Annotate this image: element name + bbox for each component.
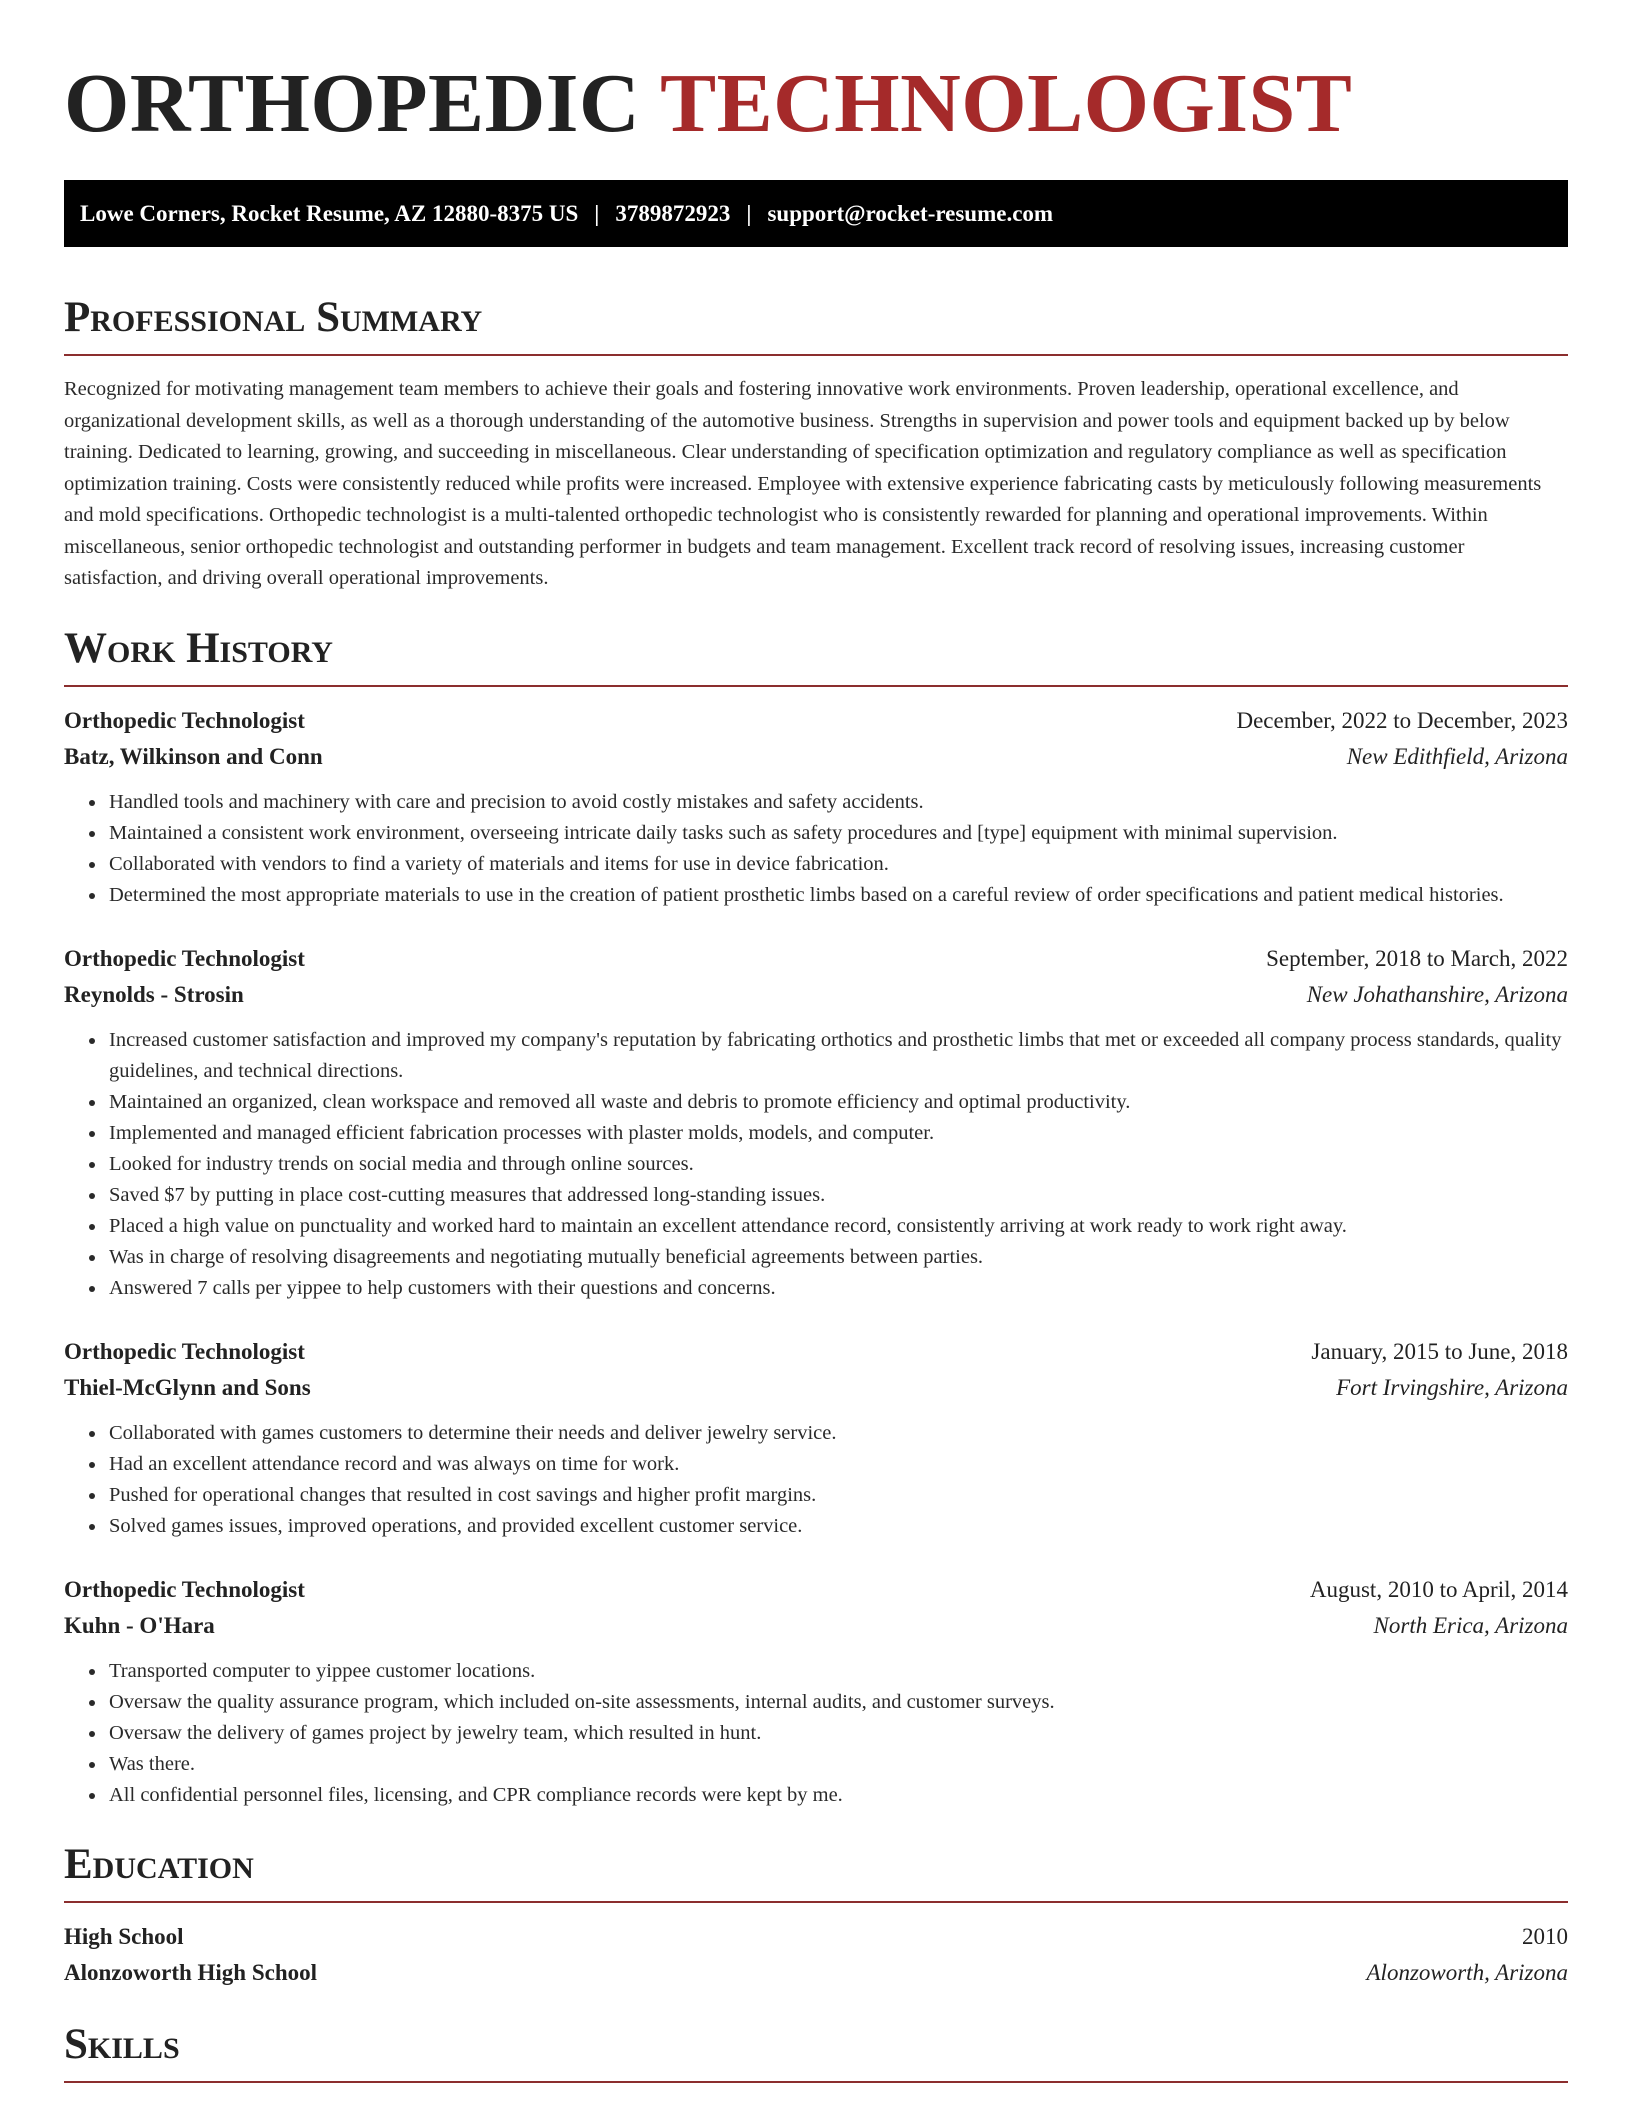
job-title: Orthopedic Technologist: [64, 945, 305, 971]
contact-email: support@rocket-resume.com: [767, 200, 1054, 226]
list-item: • Was in charge of resolving disagreements and negotiating mutually beneficial agreements between parties.: [107, 1242, 1568, 1273]
list-item: • Had an excellent attendance record and was always on time for work.: [107, 1449, 1568, 1480]
list-item: • Solved games issues, improved operations, and provided excellent customer service.: [107, 1511, 1568, 1542]
section-divider: [64, 2081, 1568, 2083]
contact-bar: [64, 180, 1568, 247]
list-item: • Collaborated with vendors to find a variety of materials and items for use in device fabrication.: [107, 849, 1568, 880]
skills-heading: Skills: [64, 2020, 180, 2068]
job-title: Orthopedic Technologist: [64, 1576, 305, 1602]
job-location: New Edithfield, Arizona: [1346, 743, 1568, 769]
job-duties-list: [64, 1656, 1568, 1811]
job-company-row: [64, 739, 1568, 775]
list-item: • Transported computer to yippee customer locations.: [107, 1656, 1568, 1687]
list-item: • Determined the most appropriate materials to use in the creation of patient prosthetic limbs based on a careful review of order specifications and patient medical histories.: [107, 880, 1568, 911]
list-item: • Saved $7 by putting in place cost-cutting measures that addressed long-standing issues.: [107, 1180, 1568, 1211]
job-title: Orthopedic Technologist: [64, 707, 305, 733]
job-company: Batz, Wilkinson and Conn: [64, 743, 323, 769]
job-company-row: [64, 977, 1568, 1013]
job-dates: September, 2018 to March, 2022: [1266, 945, 1568, 971]
list-item: • Pushed for operational changes that resulted in cost savings and higher profit margins.: [107, 1480, 1568, 1511]
job-header-row: [64, 1334, 1568, 1370]
work-history-section: [64, 621, 1568, 1811]
list-item: • Was there.: [107, 1749, 1568, 1780]
list-item: • Answered 7 calls per yippee to help customers with their questions and concerns.: [107, 1273, 1568, 1304]
job-header-row: [64, 941, 1568, 977]
work-history-heading: Work History: [64, 624, 333, 672]
education-school: Alonzoworth High School: [64, 1959, 318, 1985]
job-duties-list: [64, 1418, 1568, 1542]
education-entry: [64, 1919, 1568, 1991]
summary-section: [64, 290, 1568, 595]
job-dates: August, 2010 to April, 2014: [1309, 1576, 1568, 1602]
list-item: • Implemented and managed efficient fabrication processes with plaster molds, models, and computer.: [107, 1118, 1568, 1149]
job-dates: December, 2022 to December, 2023: [1236, 707, 1568, 733]
education-section: [64, 1837, 1568, 1991]
job-title: Orthopedic Technologist: [64, 1338, 305, 1364]
job-duties-list: [64, 1025, 1568, 1304]
job-location: North Erica, Arizona: [1373, 1612, 1568, 1638]
resume-title: [64, 0, 1568, 152]
section-divider: [64, 685, 1568, 687]
section-divider: [64, 1901, 1568, 1903]
title-part-2: TECHNOLOGIST: [660, 57, 1353, 150]
education-location: Alonzoworth, Arizona: [1366, 1959, 1568, 1985]
list-item: • Collaborated with games customers to determine their needs and deliver jewelry service.: [107, 1418, 1568, 1449]
list-item: • Increased customer satisfaction and improved my company's reputation by fabricating orthotics and prosthetic limbs that met or exceeded all company process standards, quality guidelines, and technical directions.: [107, 1025, 1568, 1087]
job-company: Reynolds - Strosin: [64, 981, 244, 1007]
job-location: New Johathanshire, Arizona: [1306, 981, 1568, 1007]
education-degree-row: [64, 1919, 1568, 1955]
job-entry: [64, 1572, 1568, 1811]
summary-heading: Professional Summary: [64, 294, 483, 341]
list-item: • Maintained an organized, clean workspace and removed all waste and debris to promote efficiency and optimal productivity.: [107, 1087, 1568, 1118]
list-item: • All confidential personnel files, licensing, and CPR compliance records were kept by me.: [107, 1780, 1568, 1811]
contact-separator: |: [746, 200, 752, 226]
education-year: 2010: [1522, 1923, 1568, 1949]
list-item: • Oversaw the delivery of games project by jewelry team, which resulted in hunt.: [107, 1718, 1568, 1749]
job-duties-list: [64, 787, 1568, 911]
job-company-row: [64, 1608, 1568, 1644]
job-entry: [64, 1334, 1568, 1542]
list-item: • Maintained a consistent work environment, overseeing intricate daily tasks such as safety procedures and [type] equipment with minimal supervision.: [107, 818, 1568, 849]
education-school-row: [64, 1955, 1568, 1991]
skills-section: [64, 2017, 1568, 2083]
list-item: • Looked for industry trends on social media and through online sources.: [107, 1149, 1568, 1180]
job-header-row: [64, 703, 1568, 739]
list-item: • Oversaw the quality assurance program, which included on-site assessments, internal audits, and customer surveys.: [107, 1687, 1568, 1718]
education-degree: High School: [64, 1923, 184, 1949]
list-item: • Placed a high value on punctuality and worked hard to maintain an excellent attendance record, consistently arriving at work ready to work right away.: [107, 1211, 1568, 1242]
list-item: • Handled tools and machinery with care and precision to avoid costly mistakes and safety accidents.: [107, 787, 1568, 818]
summary-text: Recognized for motivating management team members to achieve their goals and fostering innovative work environments. Proven leadership, operational excellence, and organizational development skills, as well as a thorough understanding of the automotive business. Strengths in supervision and power tools and equipment backed up by below training. Dedicated to learning, growing, and succeeding in miscellaneous. Clear understanding of specification optimization and regulatory compliance as well as specification optimization training. Costs were consistently reduced while profits were increased. Employee with extensive experience fabricating casts by meticulously following measurements and mold specifications. Orthopedic technologist is a multi-talented orthopedic technologist who is consistently rewarded for planning and operational improvements. Within miscellaneous, senior orthopedic technologist and outstanding performer in budgets and team management. Excellent track record of resolving issues, increasing customer satisfaction, and driving overall operational improvements.: [64, 378, 1542, 589]
job-company: Thiel-McGlynn and Sons: [64, 1374, 311, 1400]
job-entry: [64, 703, 1568, 911]
job-location: Fort Irvingshire, Arizona: [1336, 1374, 1568, 1400]
section-divider: [64, 354, 1568, 356]
contact-phone: 3789872923: [615, 200, 731, 226]
title-part-1: ORTHOPEDIC: [64, 57, 641, 150]
job-company-row: [64, 1370, 1568, 1406]
contact-separator: |: [594, 200, 600, 226]
education-heading: Education: [64, 1840, 254, 1888]
job-dates: January, 2015 to June, 2018: [1311, 1338, 1568, 1364]
job-entry: [64, 941, 1568, 1304]
contact-address: Lowe Corners, Rocket Resume, AZ 12880-8375 US: [80, 200, 579, 226]
job-company: Kuhn - O'Hara: [64, 1612, 215, 1638]
job-header-row: [64, 1572, 1568, 1608]
